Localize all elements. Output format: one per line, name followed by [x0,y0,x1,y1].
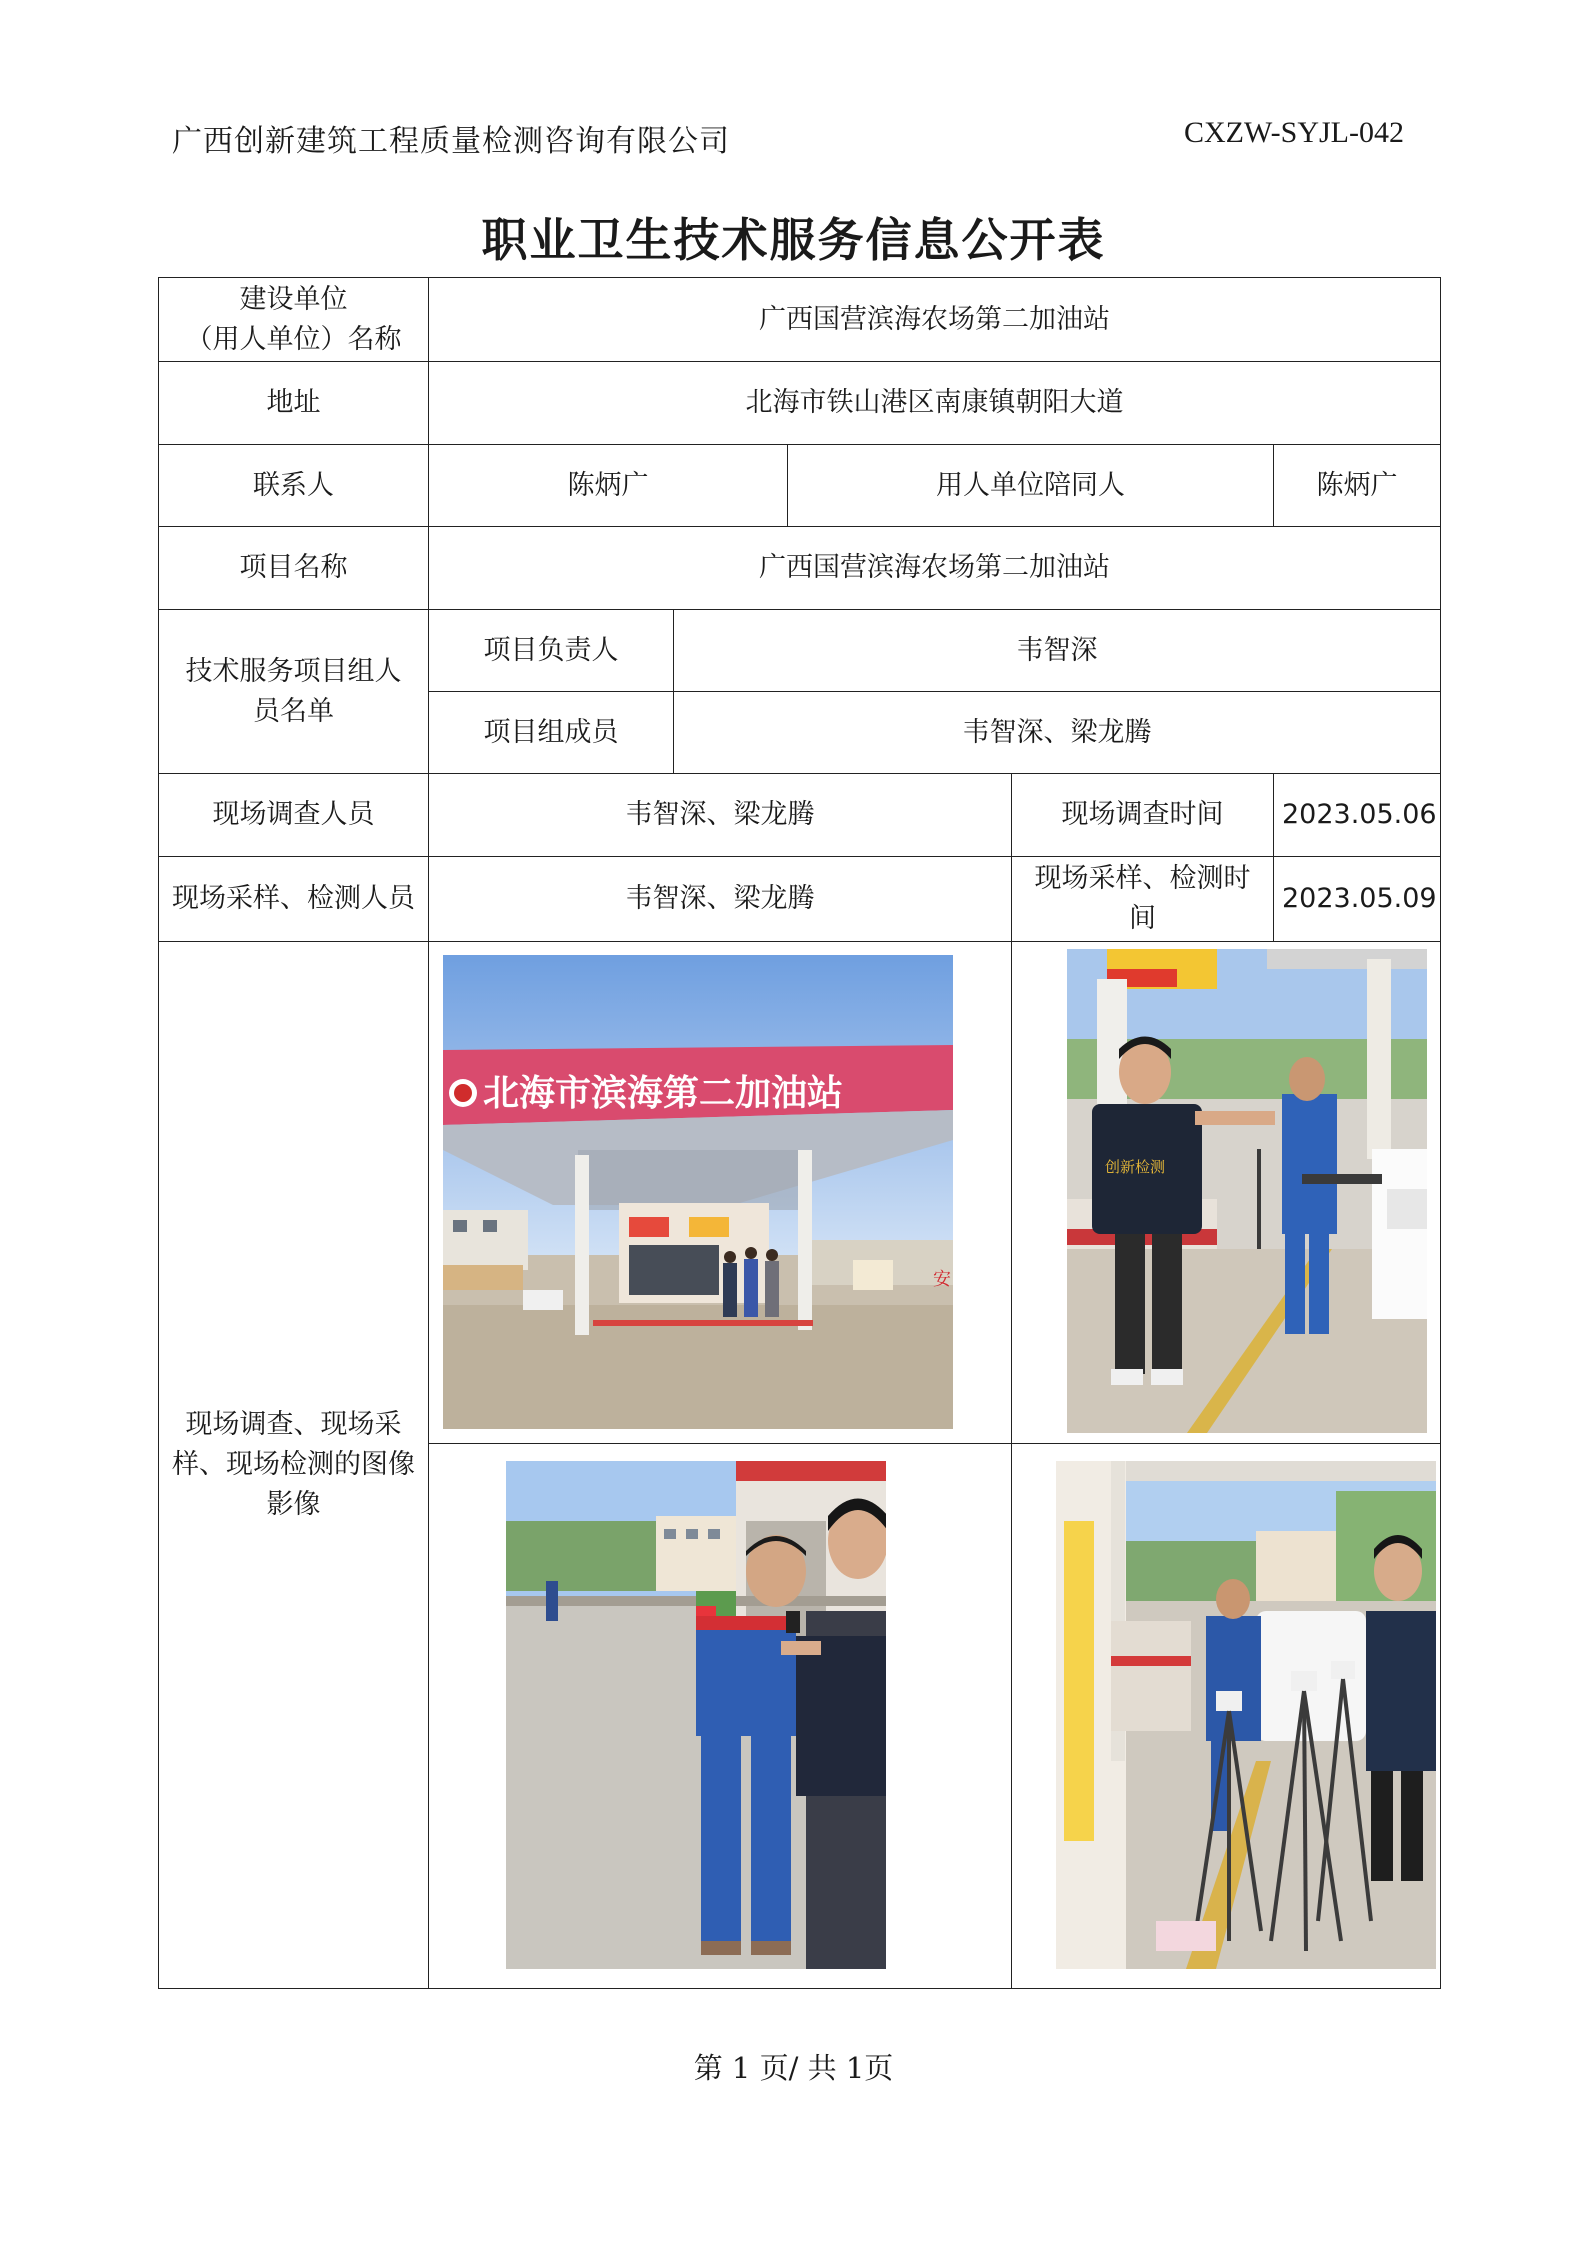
survey-staff-value: 韦智深、梁龙腾 [429,774,1012,857]
sign-text: 北海市滨海第二加油站 [483,1073,844,1114]
survey-time-value: 2023.05.06 [1274,774,1441,857]
unit-label: 建设单位 （用人单位）名称 [159,278,429,362]
info-table [158,277,1441,1989]
sampling-staff-label: 现场采样、检测人员 [159,857,429,942]
contact-label: 联系人 [159,445,429,527]
photo-gas-station-front [443,955,953,1429]
row-survey [159,774,1441,857]
project-label: 项目名称 [159,527,429,610]
sampling-time-label: 现场采样、检测时 间 [1012,857,1274,942]
photo-cell-3 [429,1444,1012,1989]
row-project [159,527,1441,610]
banner-text: 安 [933,1269,951,1290]
members-label: 项目组成员 [429,692,674,774]
photo-cell-4 [1012,1444,1441,1989]
escort-label: 用人单位陪同人 [788,445,1274,527]
leader-value: 韦智深 [674,610,1441,692]
photo-sampling-tripods [1056,1461,1436,1969]
leader-label: 项目负责人 [429,610,674,692]
contact-value: 陈炳广 [429,445,788,527]
photo-cell-1 [429,942,1012,1444]
row-unit [159,278,1441,362]
document-code: CXZW-SYJL-042 [1184,116,1404,149]
members-value: 韦智深、梁龙腾 [674,692,1441,774]
page-title: 职业卫生技术服务信息公开表 [481,213,1106,267]
project-value: 广西国营滨海农场第二加油站 [429,527,1441,610]
sampling-time-value: 2023.05.09 [1274,857,1441,942]
sampling-staff-value: 韦智深、梁龙腾 [429,857,1012,942]
survey-time-label: 现场调查时间 [1012,774,1274,857]
row-address [159,362,1441,445]
survey-staff-label: 现场调查人员 [159,774,429,857]
address-label: 地址 [159,362,429,445]
company-name: 广西创新建筑工程质量检测咨询有限公司 [172,124,730,159]
row-leader [159,610,1441,692]
escort-value: 陈炳广 [1274,445,1441,527]
photo-cell-2 [1012,942,1441,1444]
page-footer: 第 1 页/ 共 1页 [693,2051,894,2085]
unit-value: 广西国营滨海农场第二加油站 [429,278,1441,362]
row-contact [159,445,1441,527]
photo-inspector-dispenser [1067,949,1427,1433]
images-label: 现场调查、现场采 样、现场检测的图像 影像 [159,942,429,1989]
team-label: 技术服务项目组人 员名单 [159,610,429,774]
vest-text: 创新检测 [1105,1158,1166,1176]
row-images-top [159,942,1441,1444]
address-value: 北海市铁山港区南康镇朝阳大道 [429,362,1441,445]
row-sampling [159,857,1441,942]
photo-worker-sampler [506,1461,886,1969]
